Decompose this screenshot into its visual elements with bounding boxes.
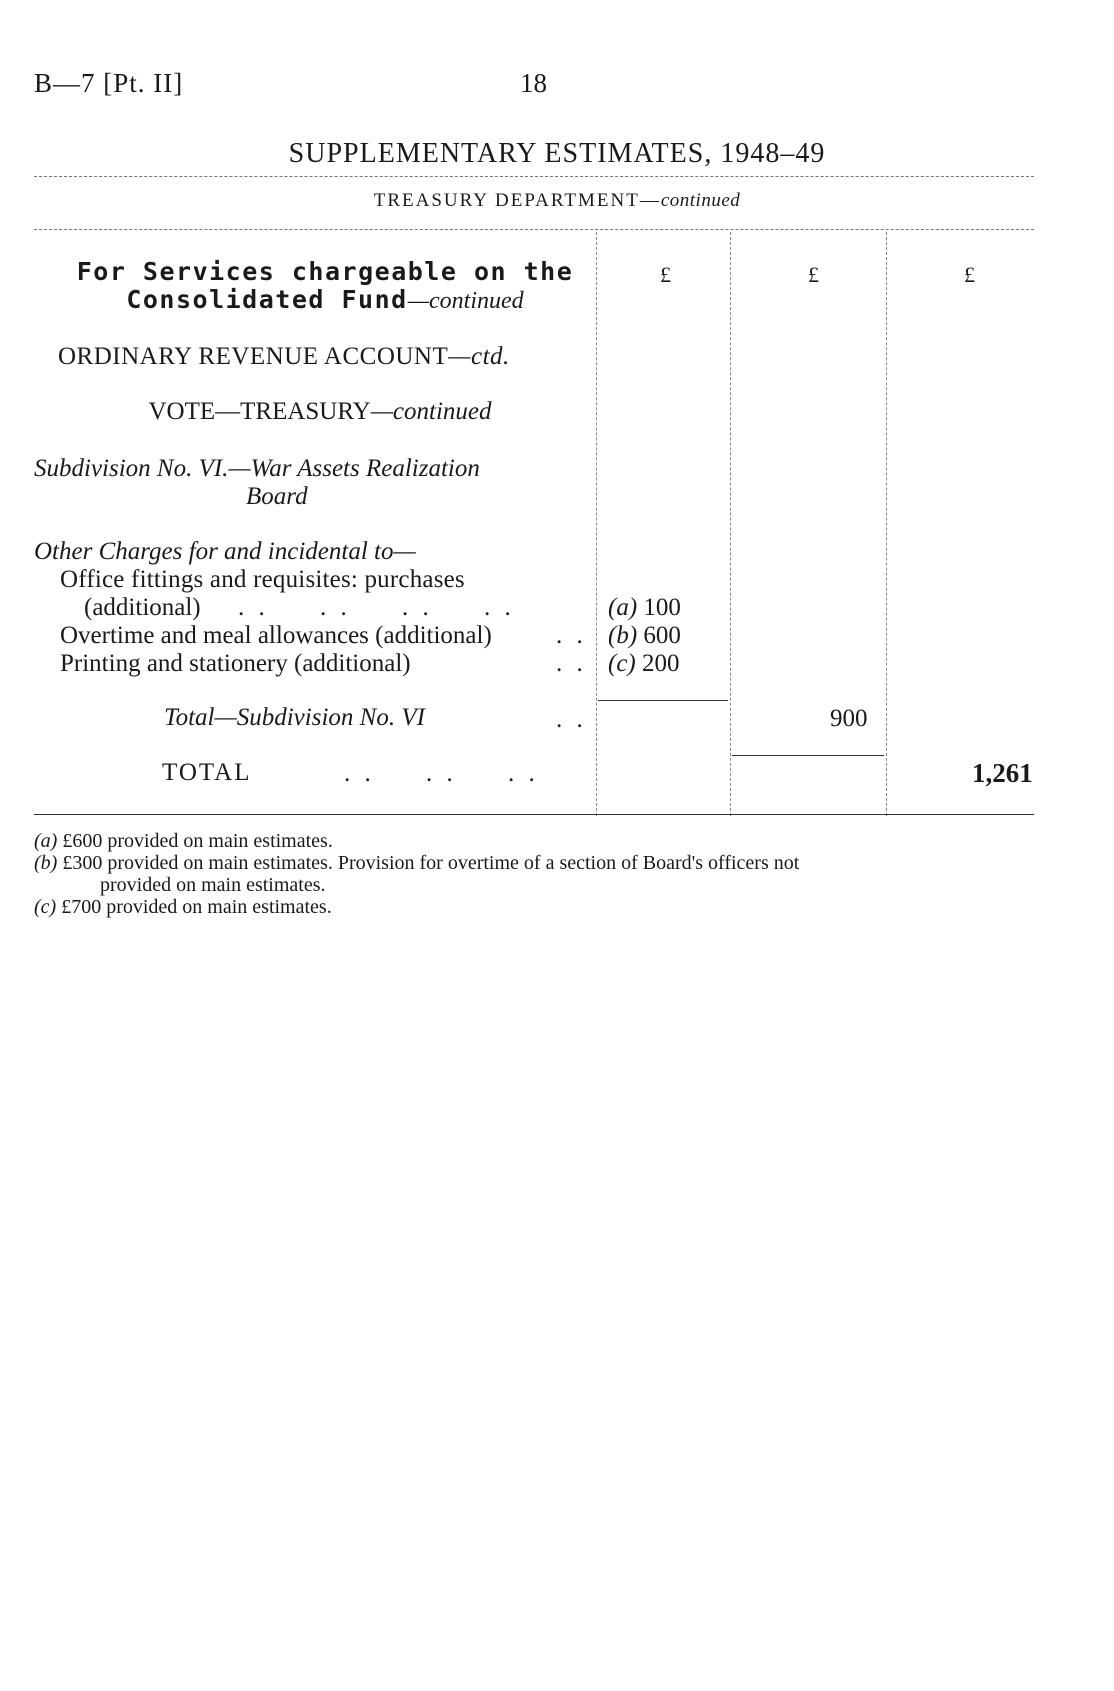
- amount-value-a: 100: [643, 594, 681, 621]
- account-suffix: —ctd.: [448, 343, 510, 370]
- item-printing-dots: . .: [556, 650, 587, 677]
- footnote-a: [34, 830, 333, 852]
- currency-header-3: £: [964, 262, 975, 287]
- amount-ref-c: (c): [608, 650, 636, 677]
- item-overtime-dots: . .: [556, 622, 587, 649]
- services-heading-suffix: —continued: [407, 288, 524, 314]
- department-suffix: continued: [660, 190, 741, 211]
- department-title: TREASURY DEPARTMENT—continued: [373, 190, 741, 211]
- department-rule: [34, 229, 1034, 230]
- footnote-b-text: £300 provided on main estimates. Provision for overtime of a section of Board's officers not: [62, 852, 800, 874]
- amount-ref-b: (b): [608, 622, 638, 649]
- item-office-fittings-dots: . . . . . . . .: [238, 594, 515, 621]
- item-office-fittings-cont: (additional): [84, 594, 201, 621]
- page-number: 18: [520, 68, 547, 98]
- vote-suffix: —continued: [370, 398, 492, 425]
- subtotal-rule: [598, 700, 728, 701]
- title-rule: [34, 176, 1034, 177]
- column-divider-1: [596, 232, 597, 816]
- column-divider-3: [886, 232, 887, 816]
- table-bottom-rule: [34, 814, 1034, 815]
- item-printing: Printing and stationery (additional): [60, 650, 411, 677]
- other-charges-heading: Other Charges for and incidental to—: [34, 538, 416, 565]
- footnote-c-ref: (c): [34, 896, 57, 918]
- footnote-b-cont: provided on main estimates.: [100, 874, 326, 896]
- services-heading-line2: Consolidated Fund: [126, 285, 408, 314]
- footnote-b: [34, 852, 1094, 874]
- footnote-c-text: £700 provided on main estimates.: [61, 896, 332, 918]
- subdivision-line1: Subdivision No. VI.—War Assets Realization: [34, 455, 480, 482]
- page-reference: B—7 [Pt. II]: [34, 68, 184, 98]
- amount-value-c: 200: [642, 650, 680, 677]
- services-heading: [50, 258, 600, 315]
- footnote-b-ref: (b): [34, 852, 58, 874]
- services-heading-line1: For Services chargeable on the: [76, 257, 574, 286]
- footnote-a-ref: (a): [34, 830, 58, 852]
- vote-name: VOTE—TREASURY: [148, 398, 371, 425]
- amount-overtime: [608, 622, 681, 650]
- amount-value-b: 600: [643, 622, 681, 649]
- department-name: TREASURY DEPARTMENT: [373, 190, 640, 211]
- item-overtime: Overtime and meal allowances (additional): [60, 622, 492, 649]
- account-heading: [58, 343, 510, 371]
- vote-heading: [0, 398, 640, 426]
- total-label: TOTAL: [162, 759, 252, 786]
- subtotal-dots: . .: [556, 706, 587, 733]
- currency-header-1: £: [660, 262, 671, 287]
- subdivision-line2: Board: [246, 483, 308, 510]
- document-title: SUPPLEMENTARY ESTIMATES, 1948–49: [288, 138, 826, 169]
- amount-ref-a: (a): [608, 594, 638, 621]
- amount-office-fittings: [608, 594, 681, 622]
- total-rule: [732, 755, 884, 756]
- account-name: ORDINARY REVENUE ACCOUNT: [58, 343, 449, 370]
- column-divider-2: [730, 232, 731, 816]
- item-office-fittings: Office fittings and requisites: purchases: [60, 566, 465, 593]
- subtotal-amount: 900: [830, 705, 868, 732]
- subdivision-heading: [34, 455, 614, 511]
- currency-header-2: £: [808, 262, 819, 287]
- footnote-a-text: £600 provided on main estimates.: [62, 830, 333, 852]
- footnote-c: [34, 896, 332, 918]
- amount-printing: [608, 650, 680, 678]
- subtotal-label: Total—Subdivision No. VI: [164, 704, 425, 731]
- total-amount: 1,261: [972, 758, 1033, 788]
- total-dots: . . . . . .: [344, 760, 539, 787]
